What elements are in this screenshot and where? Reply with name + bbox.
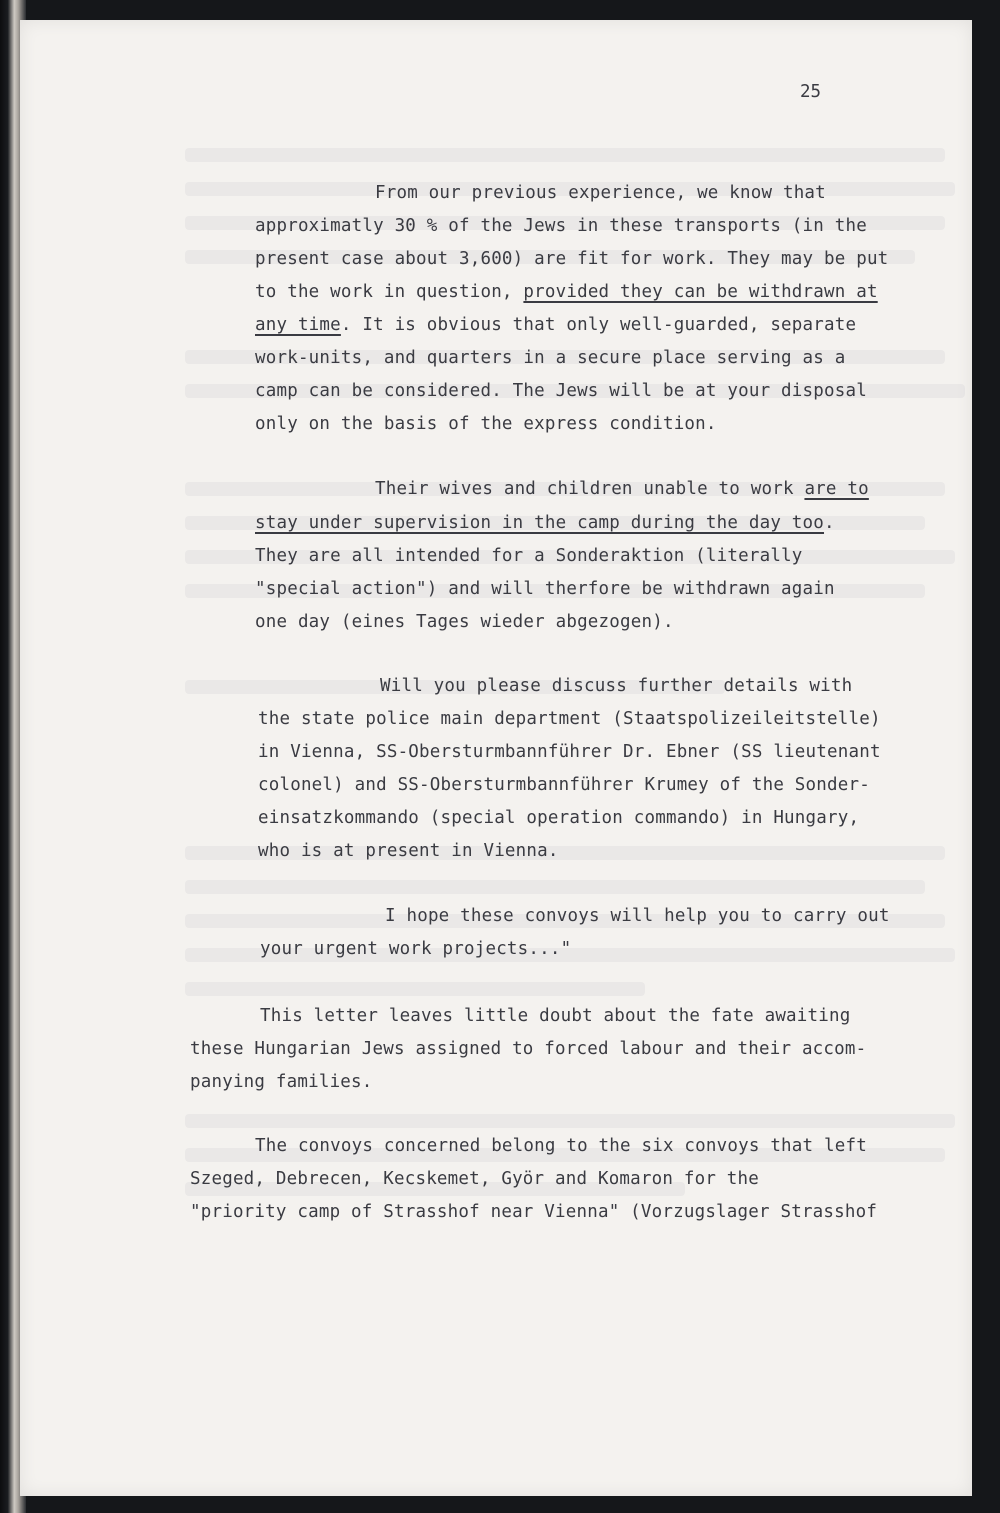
text-segment: only on the basis of the express condition. [255, 414, 717, 434]
text-segment: who is at present in Vienna. [258, 841, 559, 861]
underlined-text: provided they can be withdrawn at [523, 282, 878, 302]
text-segment: one day (eines Tages wieder abgezogen). [255, 612, 674, 632]
text-line [380, 675, 852, 697]
text-segment: They are all intended for a Sonderaktion (literally [255, 546, 803, 566]
text-line [255, 380, 867, 402]
text-line [375, 182, 826, 204]
text-segment: "special action") and will therfore be withdrawn again [255, 579, 835, 599]
text-segment: Will you please discuss further details with [380, 676, 853, 696]
text-segment: panying families. [190, 1072, 373, 1092]
text-line [255, 347, 845, 369]
text-segment: The convoys concerned belong to the six convoys that left [255, 1136, 867, 1156]
text-line [190, 1038, 866, 1060]
text-line [190, 1201, 877, 1223]
text-segment: . [824, 513, 835, 533]
text-line [190, 1168, 759, 1190]
text-segment: I hope these convoys will help you to carry out [385, 906, 890, 926]
text-segment: to the work in question, [255, 282, 524, 302]
text-line [255, 413, 717, 435]
text-line [260, 938, 571, 960]
text-line [375, 478, 869, 500]
underlined-text: stay under supervision in the camp during the day too [255, 513, 825, 533]
page-number: 25 [800, 82, 822, 102]
text-segment: This letter leaves little doubt about the fate awaiting [260, 1006, 851, 1026]
text-segment: "priority camp of Strasshof near Vienna" (Vorzugslager Strasshof [190, 1202, 878, 1222]
text-segment: From our previous experience, we know that [375, 183, 826, 203]
text-line [258, 708, 881, 730]
text-segment: the state police main department (Staatspolizeileitstelle) [258, 709, 881, 729]
text-line [255, 215, 867, 237]
text-segment: these Hungarian Jews assigned to forced labour and their accom- [190, 1039, 867, 1059]
underlined-text: any time [255, 315, 341, 335]
text-line [258, 774, 870, 796]
text-line [190, 1071, 373, 1093]
text-line [255, 611, 674, 633]
text-segment: einsatzkommando (special operation commando) in Hungary, [258, 808, 860, 828]
text-segment: in Vienna, SS-Obersturmbannführer Dr. Ebner (SS lieutenant [258, 742, 881, 762]
text-line [255, 314, 856, 336]
text-line [255, 512, 835, 534]
text-segment: Their wives and children unable to work [375, 479, 805, 499]
paper-sheet [20, 20, 972, 1496]
text-line [258, 741, 881, 763]
text-line [385, 905, 890, 927]
text-line [255, 545, 803, 567]
text-line [255, 248, 888, 270]
text-segment: colonel) and SS-Obersturmbannführer Krumey of the Sonder- [258, 775, 870, 795]
text-segment: your urgent work projects..." [260, 939, 572, 959]
text-segment: . It is obvious that only well-guarded, separate [340, 315, 857, 335]
text-segment: present case about 3,600) are fit for work. They may be put [255, 249, 889, 269]
text-segment: Szeged, Debrecen, Kecskemet, Györ and Komaron for the [190, 1169, 760, 1189]
text-segment: work-units, and quarters in a secure place serving as a [255, 348, 846, 368]
underlined-text: are to [804, 479, 869, 499]
text-segment: approximatly 30 % of the Jews in these transports (in the [255, 216, 867, 236]
text-line [260, 1005, 850, 1027]
text-line [255, 1135, 867, 1157]
text-line [258, 807, 859, 829]
text-line [255, 281, 878, 303]
text-line [258, 840, 559, 862]
text-line [255, 578, 835, 600]
text-segment: camp can be considered. The Jews will be at your disposal [255, 381, 867, 401]
